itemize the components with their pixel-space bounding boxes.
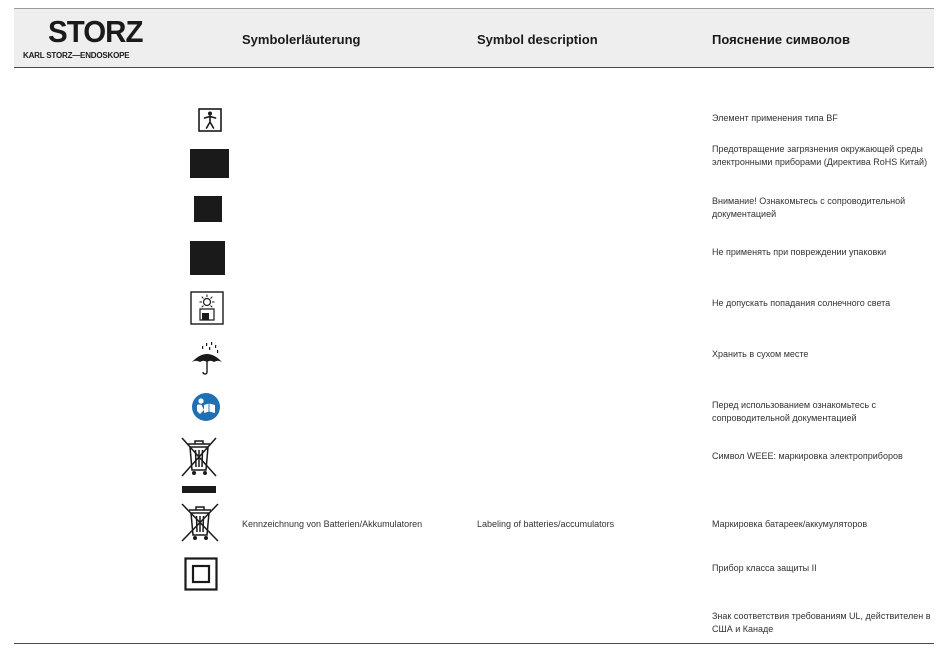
rohs-china-icon	[190, 149, 229, 178]
bottom-rule	[14, 643, 934, 644]
description-russian: Предотвращение загрязнения окружающей среды электронными приборами (Директива RoHS Китай)	[712, 144, 928, 167]
page-header	[14, 9, 934, 68]
keep-dry-icon	[190, 341, 224, 375]
description-russian: Прибор класса защиты II	[712, 563, 817, 573]
description-russian: Внимание! Ознакомьтесь с сопроводительной документацией	[712, 196, 906, 219]
battery-disposal-icon	[179, 501, 221, 543]
description-russian: Элемент применения типа BF	[712, 113, 838, 123]
ul-mark-icon	[190, 609, 224, 633]
description-russian: Перед использованием ознакомьтесь с сопроводительной документацией	[712, 400, 877, 423]
logo-subtitle: KARL STORZ—ENDOSKOPE	[23, 51, 130, 60]
description-russian: Знак соответствия требованиям UL, действителен в США и Канаде	[712, 611, 931, 634]
description-russian: Маркировка батареек/аккумуляторов	[712, 519, 868, 529]
column-header-german: Symbolerläuterung	[242, 32, 361, 47]
read-manual-icon	[191, 392, 221, 422]
description-russian: Не применять при повреждении упаковки	[712, 247, 887, 257]
description-russian: Хранить в сухом месте	[712, 349, 809, 359]
description-russian: Символ WEEE: маркировка электроприборов	[712, 451, 903, 461]
type-bf-icon	[198, 108, 222, 132]
weee-icon	[180, 436, 218, 496]
storz-logo	[20, 14, 160, 62]
description-russian: Не допускать попадания солнечного света	[712, 298, 891, 308]
logo-wordmark: STORZ	[48, 14, 143, 49]
keep-from-sunlight-icon	[190, 291, 224, 325]
protection-class-2-icon	[184, 557, 218, 591]
caution-icon	[194, 196, 222, 222]
description-english: Labeling of batteries/accumulators	[477, 519, 615, 529]
damaged-package-icon	[190, 241, 225, 275]
column-header-english: Symbol description	[477, 32, 598, 47]
description-german: Kennzeichnung von Batterien/Akkumulatoren	[242, 519, 423, 529]
column-header-russian: Пояснение символов	[712, 32, 850, 47]
